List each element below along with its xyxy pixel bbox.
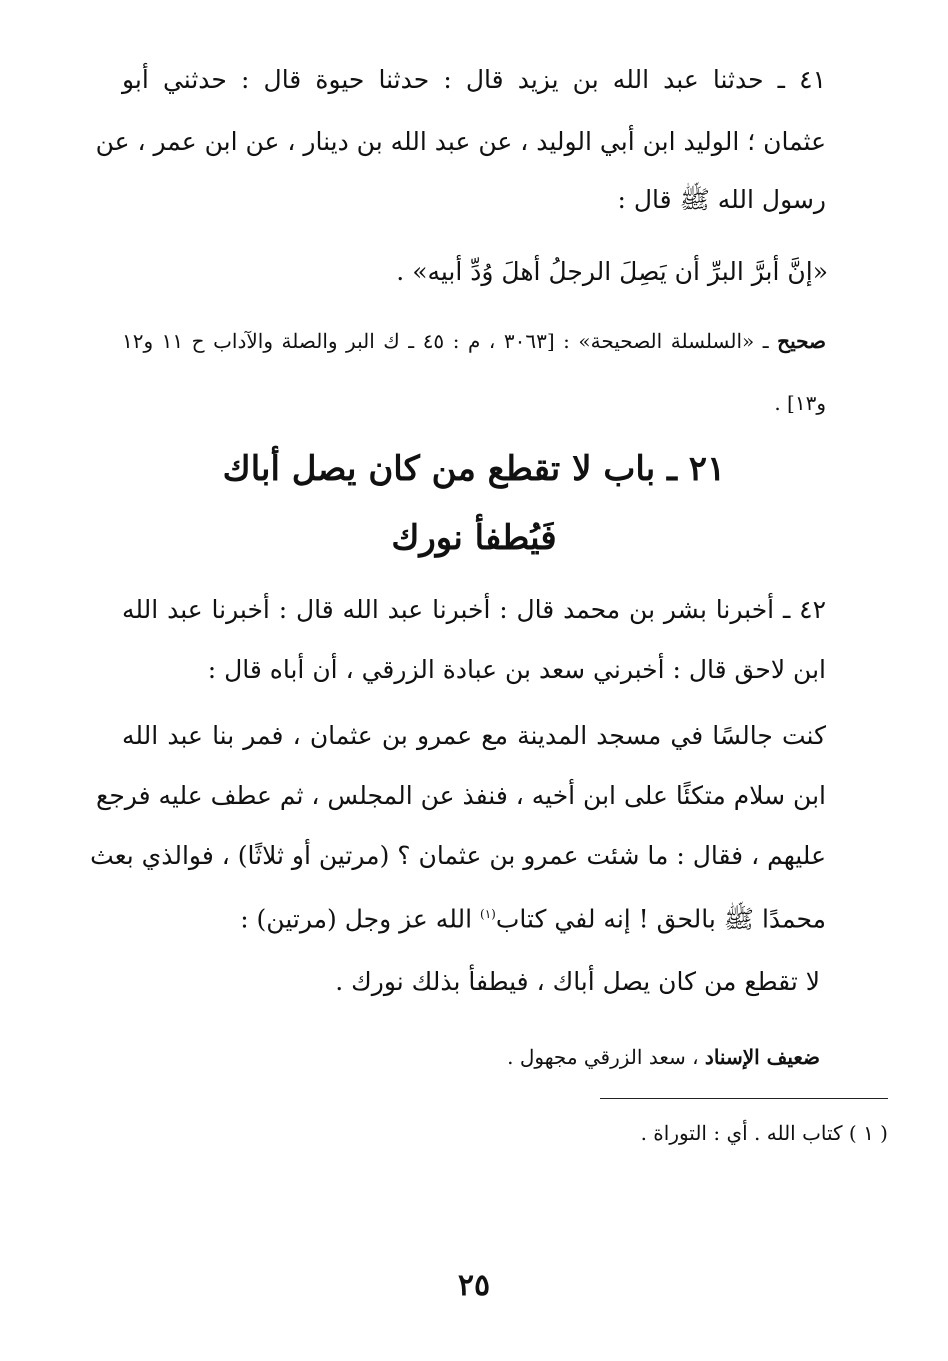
grade-text: ـ «السلسلة الصحيحة» : [٣٠٦٣ ، م : ٤٥ ـ ك البر والصلة والآداب ح ١١ و١٢ [122,329,769,353]
grade-label: ضعيف الإسناد [704,1045,820,1069]
hadith-42-body-1: كنت جالسًا في مسجد المدينة مع عمرو بن عثمان ، فمر بنا عبد الله [122,721,826,750]
hadith-42-line-2: ابن لاحق قال : أخبرني سعد بن عبادة الزرقي ، أن أباه قال : [207,655,826,684]
hadith-42-grading [507,1042,820,1072]
hadith-41-line-2: عثمان ؛ الوليد ابن أبي الوليد ، عن عبد الله بن دينار ، عن ابن عمر ، عن [95,127,826,156]
hadith-41-grading [122,326,826,356]
hadith-41-line-3: رسول الله ﷺ قال : [617,185,826,214]
footnote: ( ١ ) كتاب الله . أي : التوراة . [640,1121,888,1145]
chapter-title-line-1: ٢١ ـ باب لا تقطع من كان يصل أباك [222,449,726,489]
grade-text: ، سعد الزرقي مجهول . [507,1045,699,1069]
hadith-41-line-1: ٤١ ـ حدثنا عبد الله بن يزيد قال : حدثنا حيوة قال : حدثني أبو [122,65,826,94]
hadith-42-line-1: ٤٢ ـ أخبرنا بشر بن محمد قال : أخبرنا عبد الله قال : أخبرنا عبد الله [122,595,826,624]
hadith-41-matn: «إنَّ أبرَّ البرِّ أن يَصِلَ الرجلُ أهلَ وُدِّ أبيه» . [396,257,828,286]
body-4-part-b: الله عز وجل (مرتين) : [240,904,473,934]
hadith-42-body-3: عليهم ، فقال : ما شئت عمرو بن عثمان ؟ (مرتين أو ثلاثًا) ، فوالذي بعث [90,841,826,870]
hadith-42-body-2: ابن سلام متكئًا على ابن أخيه ، فنفذ عن المجلس ، ثم عطف عليه فرجع [96,781,826,810]
page-number: ٢٥ [457,1268,491,1303]
hadith-41-grading-cont: و١٣] . [774,391,826,415]
footnote-ref: (١) [480,907,496,921]
body-4-part-a: محمدًا ﷺ بالحق ! إنه لفي كتاب [495,904,826,934]
chapter-title-line-2: فَيُطفأ نورك [391,518,557,558]
footnote-separator [600,1098,888,1099]
hadith-42-quote: لا تقطع من كان يصل أباك ، فيطفأ بذلك نورك . [335,967,820,996]
hadith-42-body-4 [240,896,826,937]
grade-label: صحيح [777,329,827,353]
